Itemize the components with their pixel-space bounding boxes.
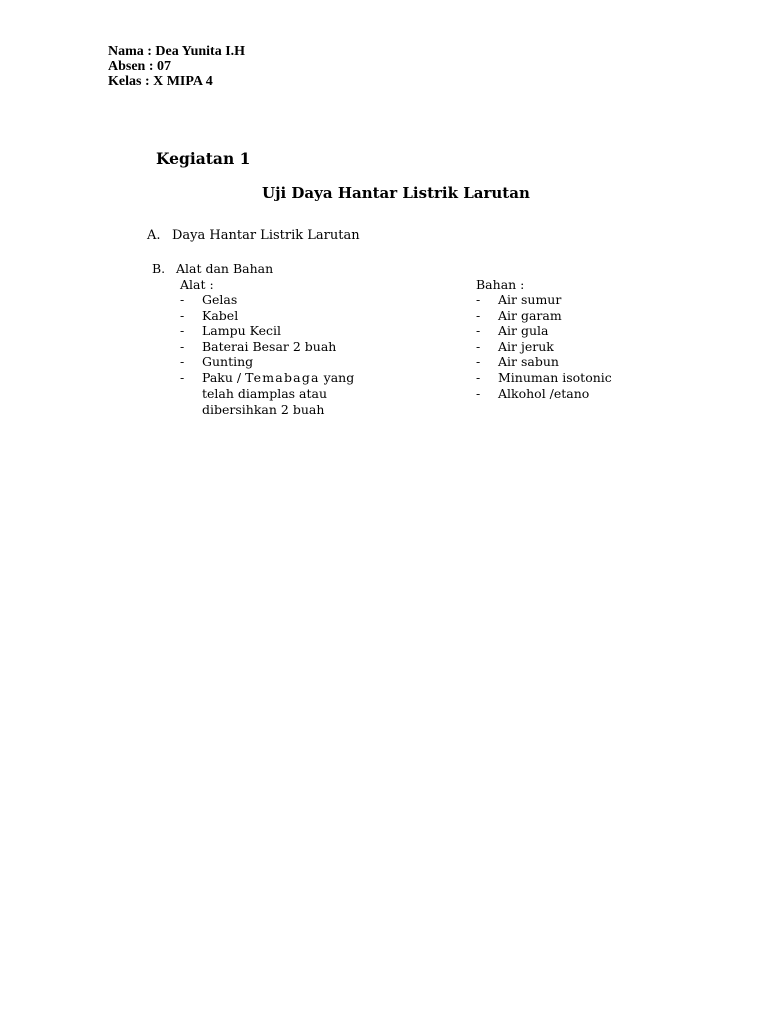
bahan-list <box>476 292 676 401</box>
list-item <box>476 339 676 355</box>
dash-bullet: - <box>476 354 481 370</box>
list-item <box>180 354 380 370</box>
dash-bullet: - <box>476 292 481 307</box>
section-b-text: Alat dan Bahan <box>176 261 274 276</box>
bahan-heading: Bahan : <box>476 277 525 292</box>
list-item <box>180 339 380 355</box>
dash-bullet: - <box>476 385 481 401</box>
dash-bullet: - <box>180 292 185 307</box>
list-item-text: Kabel <box>202 307 239 323</box>
dash-bullet: - <box>476 369 481 385</box>
section-b-letter: B. <box>152 261 166 276</box>
list-item <box>476 323 676 339</box>
list-item <box>180 323 380 339</box>
dash-bullet: - <box>180 307 185 323</box>
dash-bullet: - <box>476 323 481 339</box>
list-item <box>180 370 380 417</box>
list-item <box>476 308 676 324</box>
dash-bullet: - <box>180 323 185 339</box>
list-item-text: Minuman isotonic <box>498 369 612 385</box>
section-a-text: Daya Hantar Listrik Larutan <box>172 228 360 243</box>
dash-bullet: - <box>180 338 185 354</box>
activity-heading: Kegiatan 1 <box>156 149 251 168</box>
list-item-text: Air garam <box>498 307 562 323</box>
list-item-text-part: Temabaga <box>245 369 320 385</box>
list-item-text-part: Paku / <box>202 369 246 385</box>
list-item-text: Air gula <box>498 323 549 339</box>
alat-list <box>180 292 380 417</box>
list-item <box>476 292 676 308</box>
list-item-text-part: yang telah diamplas atau dibersihkan 2 buah <box>202 369 355 417</box>
list-item-text: Baterai Besar 2 buah <box>202 338 337 354</box>
alat-heading: Alat : <box>180 277 214 292</box>
list-item-text: Lampu Kecil <box>202 323 282 339</box>
student-absen: Absen : 07 <box>108 59 172 74</box>
dash-bullet: - <box>180 369 185 385</box>
list-item <box>476 354 676 370</box>
list-item-text <box>202 370 360 418</box>
list-item-text: Alkohol /etano <box>498 385 590 401</box>
list-item <box>180 308 380 324</box>
list-item-text: Air jeruk <box>498 338 554 354</box>
dash-bullet: - <box>476 307 481 323</box>
list-item <box>180 292 380 308</box>
list-item-text: Air sumur <box>498 292 562 307</box>
student-name: Nama : Dea Yunita I.H <box>108 44 246 59</box>
document-title: Uji Daya Hantar Listrik Larutan <box>262 184 530 202</box>
list-item-text: Gelas <box>202 292 238 307</box>
dash-bullet: - <box>476 338 481 354</box>
list-item-text: Air sabun <box>498 354 559 370</box>
section-a-letter: A. <box>147 228 161 243</box>
student-class: Kelas : X MIPA 4 <box>108 74 213 89</box>
list-item-text: Gunting <box>202 354 254 370</box>
dash-bullet: - <box>180 354 185 370</box>
list-item <box>476 370 676 386</box>
list-item <box>476 386 676 402</box>
